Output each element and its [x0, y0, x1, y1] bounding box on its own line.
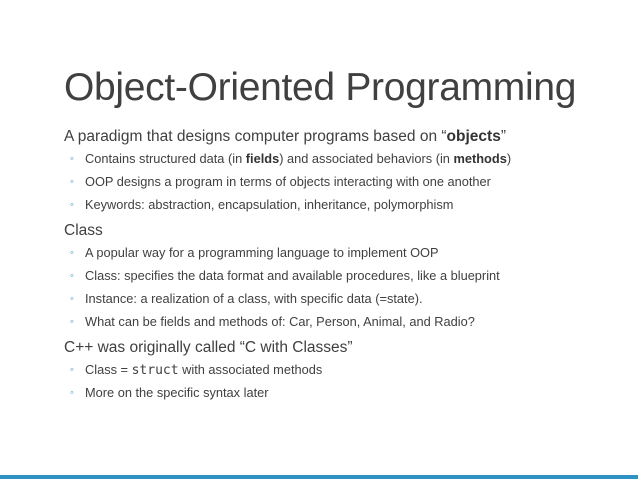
bullet-item [64, 291, 624, 307]
bullet-item [64, 362, 624, 378]
bullet-text: Instance: a realization of a class, with specific data (=state). [85, 291, 423, 306]
bullet-marker-icon: ◦ [70, 293, 74, 305]
section-objects [64, 128, 624, 213]
slide-body [64, 128, 624, 410]
section-cpp [64, 339, 624, 401]
bullet-marker-icon: ◦ [70, 387, 74, 399]
section-heading-objects [64, 128, 624, 146]
bullet-marker-icon: ◦ [70, 270, 74, 282]
bullet-marker-icon: ◦ [70, 247, 74, 259]
heading-text-bold: objects [446, 128, 501, 145]
bullet-text: Keywords: abstraction, encapsulation, inheritance, polymorphism [85, 197, 454, 212]
heading-text-pre: A paradigm that designs computer programs based on “ [64, 128, 447, 145]
bullet-item [64, 151, 624, 167]
bullet-text: with associated methods [178, 362, 323, 377]
section-heading-cpp: C++ was originally called “C with Classes” [64, 339, 353, 356]
bullet-text: ) and associated behaviors (in [279, 151, 454, 166]
bullet-item [64, 268, 624, 284]
bullet-text: Class = [85, 362, 132, 377]
heading-text-post: ” [500, 128, 506, 145]
bullet-item [64, 174, 624, 190]
slide-title: Object-Oriented Programming [64, 66, 577, 109]
bullet-bold-term: fields [245, 151, 280, 166]
section-class [64, 222, 624, 330]
bullet-marker-icon: ◦ [70, 199, 74, 211]
bullet-bold-term: methods [453, 151, 507, 166]
bullet-item [64, 197, 624, 213]
bullet-text: ) [506, 151, 512, 166]
bullet-item [64, 385, 624, 401]
bullet-item [64, 314, 624, 330]
bullet-item [64, 245, 624, 261]
bullet-marker-icon: ◦ [70, 316, 74, 328]
bullet-list-cpp [64, 362, 624, 401]
bullet-text: What can be fields and methods of: Car, Person, Animal, and Radio? [85, 314, 475, 329]
code-keyword: struct [131, 363, 179, 378]
bullet-marker-icon: ◦ [70, 153, 74, 165]
bullet-text: A popular way for a programming language to implement OOP [85, 245, 439, 260]
bullet-list-class [64, 245, 624, 330]
bullet-marker-icon: ◦ [70, 364, 74, 376]
bullet-text: OOP designs a program in terms of objects interacting with one another [85, 174, 491, 189]
bullet-text: Class: specifies the data format and available procedures, like a blueprint [85, 268, 500, 283]
bullet-text: More on the specific syntax later [85, 385, 269, 400]
bullet-text: Contains structured data (in [85, 151, 246, 166]
bullet-list-objects [64, 151, 624, 213]
section-heading-class: Class [64, 222, 103, 239]
bottom-accent-bar [0, 475, 638, 479]
bullet-marker-icon: ◦ [70, 176, 74, 188]
